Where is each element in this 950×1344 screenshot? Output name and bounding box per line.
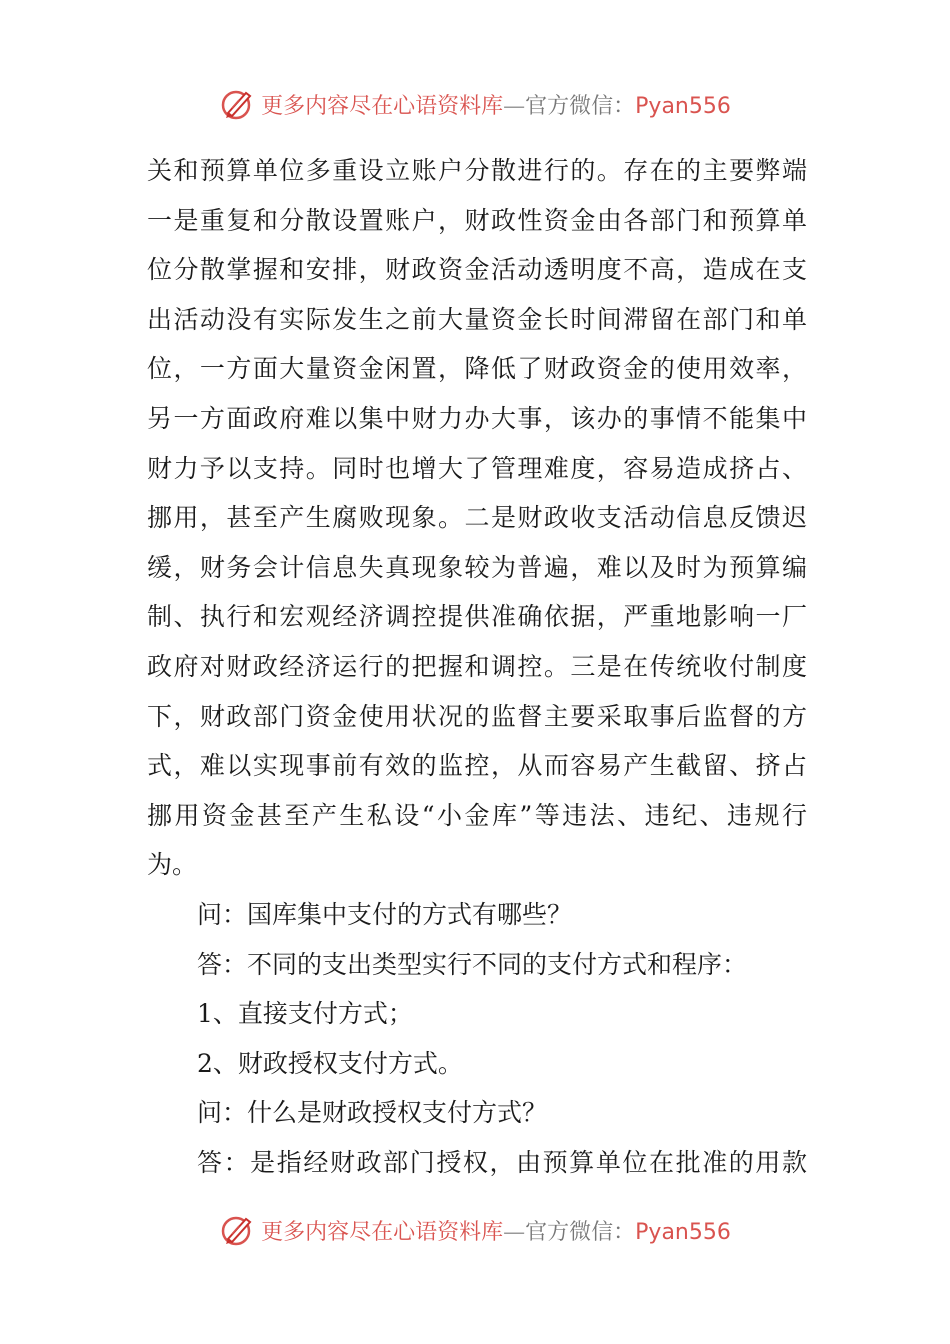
- banner-label: 官方微信：: [525, 93, 636, 119]
- text-line: 为。: [147, 850, 198, 880]
- question-line: 问：什么是财政授权支付方式？: [197, 1098, 548, 1128]
- text-line: 下，财政部门资金使用状况的监督主要采取事后监督的方: [147, 701, 807, 731]
- banner-main-text: 更多内容尽在心语资料库: [261, 93, 504, 119]
- header-watermark: [0, 82, 950, 126]
- text-line: 财力予以支持。同时也增大了管理难度，容易造成挤占、: [147, 453, 807, 483]
- banner-main-text: 更多内容尽在心语资料库: [261, 1219, 504, 1245]
- text-line: 挪用，甚至产生腐败现象。二是财政收支活动信息反馈迟: [147, 503, 807, 533]
- text-line: 政府对财政经济运行的把握和调控。三是在传统收付制度: [147, 651, 807, 681]
- banner-dash: —: [503, 93, 526, 119]
- text-line: 出活动没有实际发生之前大量资金长时间滞留在部门和单: [147, 304, 807, 334]
- footer-watermark: [0, 1208, 950, 1252]
- banner-wechat-id: Pyan556: [635, 93, 731, 119]
- answer-line: 答：不同的支出类型实行不同的支付方式和程序：: [197, 949, 748, 979]
- text-line: 一是重复和分散设置账户，财政性资金由各部门和预算单: [147, 205, 807, 235]
- text-line: 位，一方面大量资金闲置，降低了财政资金的使用效率，: [147, 354, 807, 384]
- text-line: 位分散掌握和安排，财政资金活动透明度不高，造成在支: [147, 255, 807, 285]
- text-line: 缓，财务会计信息失真现象较为普遍，难以及时为预算编: [147, 552, 807, 582]
- pen-logo-icon: [219, 1212, 255, 1248]
- banner-wechat-id: Pyan556: [635, 1219, 731, 1245]
- list-item: 1、直接支付方式；: [197, 999, 413, 1029]
- banner-dash: —: [503, 1219, 526, 1245]
- text-line: 制、执行和宏观经济调控提供准确依据，严重地影响一厂: [147, 602, 807, 632]
- pen-logo-icon: [219, 86, 255, 122]
- answer-line: 答：是指经财政部门授权，由预算单位在批准的用款: [197, 1147, 807, 1177]
- text-line: 挪用资金甚至产生私设“小金库”等违法、违纪、违规行: [147, 800, 807, 830]
- text-line: 式，难以实现事前有效的监控，从而容易产生截留、挤占: [147, 751, 807, 781]
- text-line: 关和预算单位多重设立账户分散进行的。存在的主要弊端: [147, 156, 807, 185]
- question-line: 问：国库集中支付的方式有哪些？: [197, 899, 573, 929]
- text-line: 另一方面政府难以集中财力办大事，该办的事情不能集中: [147, 403, 807, 433]
- document-body: [147, 146, 807, 1187]
- banner-label: 官方微信：: [525, 1219, 636, 1245]
- list-item: 2、财政授权支付方式。: [197, 1048, 463, 1078]
